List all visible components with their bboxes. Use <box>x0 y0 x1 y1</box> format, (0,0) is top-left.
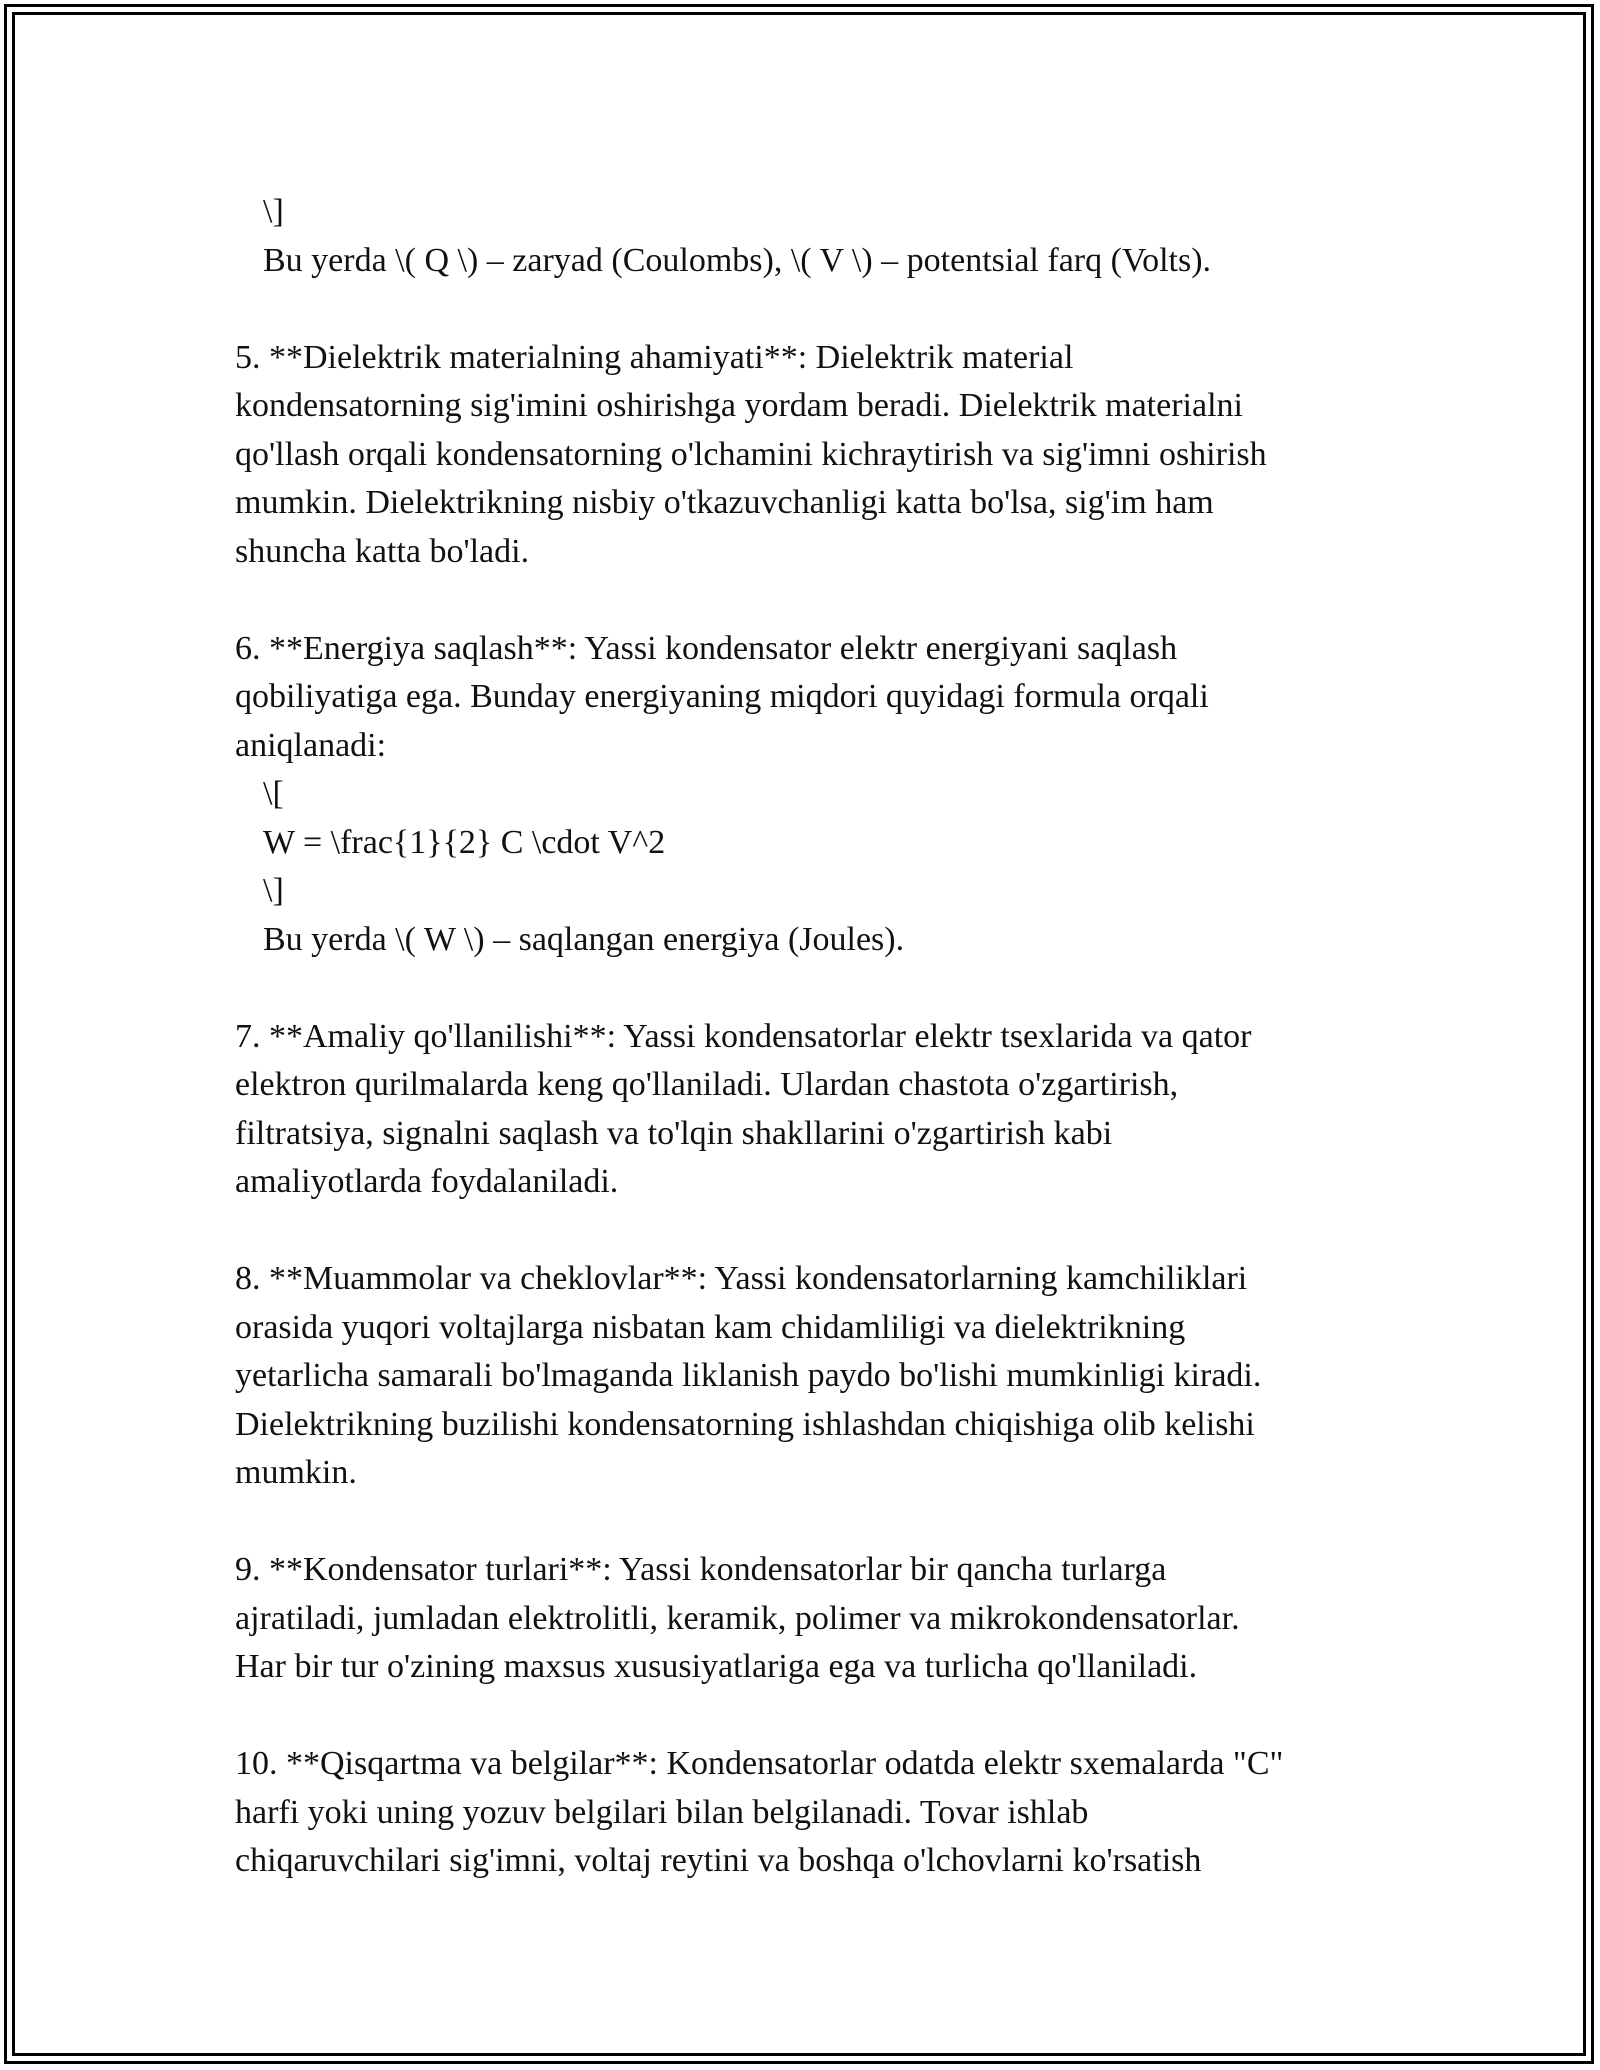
paragraph-gap <box>235 576 1375 625</box>
paragraph <box>235 1740 1375 1886</box>
formula-line: W = \frac{1}{2} C \cdot V^2 <box>263 823 666 861</box>
paragraph-line: chiqaruvchilari sig'imni, voltaj reytini va boshqa o'lchovlarni ko'rsatish <box>235 1842 1202 1879</box>
paragraph-line: 7. **Amaliy qo'llanilishi**: Yassi kondensatorlar elektr tsexlarida va qator <box>235 1017 1252 1055</box>
paragraph-line: Dielektrikning buzilishi kondensatorning ishlashdan chiqishiga olib kelishi <box>235 1405 1255 1443</box>
paragraph <box>235 1013 1375 1207</box>
paragraph <box>235 1255 1375 1498</box>
paragraph-line: ajratiladi, jumladan elektrolitli, keramik, polimer va mikrokondensatorlar. <box>235 1599 1240 1637</box>
paragraph-line: kondensatorning sig'imini oshirishga yordam beradi. Dielektrik materialni <box>235 387 1243 424</box>
paragraph-line: qo'llash orqali kondensatorning o'lchamini kichraytirish va sig'imni oshirish <box>235 435 1267 473</box>
paragraph-line: elektron qurilmalarda keng qo'llaniladi. Ulardan chastota o'zgartirish, <box>235 1066 1179 1103</box>
paragraph <box>235 334 1375 577</box>
paragraph-gap <box>235 285 1375 334</box>
formula-line: \] <box>263 193 284 230</box>
paragraph-line: shuncha katta bo'ladi. <box>235 532 530 570</box>
document-page <box>235 188 1375 1886</box>
formula-line: \] <box>263 872 284 909</box>
paragraph-line: Har bir tur o'zining maxsus xususiyatlariga ega va turlicha qo'llaniladi. <box>235 1648 1198 1685</box>
paragraph-line: orasida yuqori voltajlarga nisbatan kam chidamliligi va dielektrikning <box>235 1308 1186 1346</box>
paragraph-line: amaliyotlarda foydalaniladi. <box>235 1163 619 1200</box>
paragraph-line: yetarlicha samarali bo'lmaganda liklanish paydo bo'lishi mumkinligi kiradi. <box>235 1357 1262 1394</box>
paragraph-gap <box>235 1498 1375 1547</box>
paragraph <box>235 1546 1375 1692</box>
paragraph-line: mumkin. Dielektrikning nisbiy o'tkazuvchanligi katta bo'lsa, sig'im ham <box>235 484 1214 521</box>
paragraph-gap <box>235 1207 1375 1256</box>
paragraph-line: filtratsiya, signalni saqlash va to'lqin shakllarini o'zgartirish kabi <box>235 1114 1113 1152</box>
paragraph-line: harfi yoki uning yozuv belgilari bilan belgilanadi. Tovar ishlab <box>235 1793 1089 1831</box>
paragraph-line: 9. **Kondensator turlari**: Yassi kondensatorlar bir qancha turlarga <box>235 1551 1167 1588</box>
formula-line: \[ <box>263 775 284 812</box>
paragraph-line: 8. **Muammolar va cheklovlar**: Yassi kondensatorlarning kamchiliklari <box>235 1260 1248 1297</box>
paragraph-gap <box>235 1692 1375 1741</box>
paragraph-line: mumkin. <box>235 1454 357 1491</box>
paragraph <box>235 625 1375 771</box>
formula-line: Bu yerda \( Q \) – zaryad (Coulombs), \( V \) – potentsial farq (Volts). <box>263 241 1212 279</box>
formula-line: Bu yerda \( W \) – saqlangan energiya (Joules). <box>263 920 905 958</box>
paragraph-line: aniqlanadi: <box>235 726 387 764</box>
paragraph-gap <box>235 964 1375 1013</box>
paragraph-line: qobiliyatiga ega. Bunday energiyaning miqdori quyidagi formula orqali <box>235 678 1209 715</box>
paragraph-line: 6. **Energiya saqlash**: Yassi kondensator elektr energiyani saqlash <box>235 629 1178 667</box>
paragraph-line: 10. **Qisqartma va belgilar**: Kondensatorlar odatda elektr sxemalarda "C" <box>235 1745 1284 1782</box>
paragraph-line: 5. **Dielektrik materialning ahamiyati**: Dielektrik material <box>235 338 1074 376</box>
